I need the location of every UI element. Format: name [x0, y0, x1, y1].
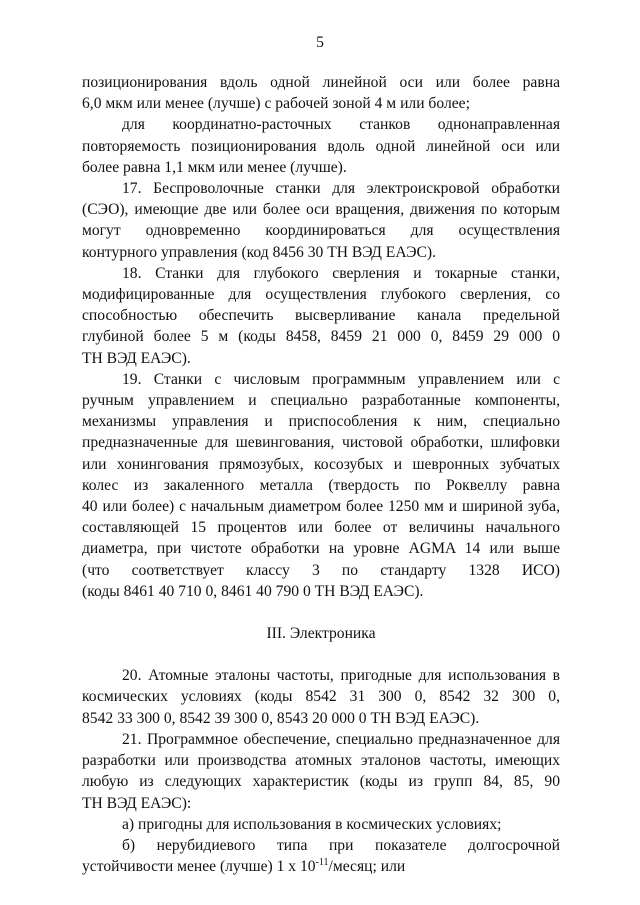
- text-line: позиционирования вдоль одной линейной оси или более равна: [82, 74, 560, 91]
- superscript-exponent: -11: [315, 857, 329, 869]
- text-fragment: устойчивости менее (лучше) 1 x 10: [82, 858, 316, 876]
- text-line: 40 или более) с начальным диаметром более 1250 мм и шириной зуба,: [82, 498, 560, 516]
- text-line: б) нерубидиевого типа при показателе долгосрочной: [122, 836, 560, 854]
- text-line: диаметра, при чистоте обработки на уровне AGMA 14 или выше: [82, 540, 560, 558]
- text-line: 8542 33 300 0, 8542 39 300 0, 8543 20 000 0 ТН ВЭД ЕАЭС).: [82, 709, 480, 727]
- paragraph-21: [82, 729, 560, 814]
- page-number: 5: [316, 34, 324, 51]
- text-line: ТН ВЭД ЕАЭС):: [82, 794, 192, 812]
- text-line: составляющей 15 процентов или более от величины начального: [82, 519, 560, 537]
- paragraph-19: [82, 369, 560, 602]
- paragraph-18: [82, 263, 560, 369]
- paragraph-a: [82, 814, 560, 835]
- text-line: способностью обеспечить высверливание канала предельной: [82, 307, 560, 325]
- text-line: контурного управления (код 8456 30 ТН ВЭД ЕАЭС).: [82, 243, 436, 261]
- text-line: могут одновременно координироваться для осуществления: [82, 222, 560, 240]
- section-heading: III. Электроника: [266, 625, 376, 643]
- text-line: (СЭО), имеющие две или более оси вращения, движения по которым: [82, 201, 560, 219]
- text-line: глубиной более 5 м (коды 8458, 8459 21 000 0, 8459 29 000 0: [82, 328, 560, 346]
- text-line: ТН ВЭД ЕАЭС).: [82, 349, 191, 367]
- text-line: более равна 1,1 мкм или менее (лучше).: [82, 158, 347, 176]
- text-line: механизмы управления и приспособления к ним, специально: [82, 413, 560, 431]
- text-line: 19. Станки с числовым программным управлением или с: [122, 370, 560, 388]
- text-line: 18. Станки для глубокого сверления и токарные станки,: [122, 264, 560, 282]
- text-line: ручным управлением и специально разработанные компоненты,: [82, 392, 560, 410]
- text-line: для координатно-расточных станков однонаправленная: [122, 116, 560, 134]
- paragraph-20: [82, 665, 560, 729]
- text-line: 17. Беспроволочные станки для электроискровой обработки: [122, 180, 560, 198]
- paragraph-17: [82, 178, 560, 263]
- text-line: 21. Программное обеспечение, специально предназначенное для: [122, 730, 560, 748]
- text-line: предназначенные для шевингования, чистовой обработки, шлифовки: [82, 434, 560, 452]
- text-fragment: /месяц; или: [328, 858, 406, 876]
- paragraph-continued: [82, 72, 560, 114]
- text-line: модифицированные для осуществления глубокого сверления, со: [82, 286, 560, 304]
- text-line: повторяемость позиционирования вдоль одной линейной оси или: [82, 137, 560, 155]
- text-line: любую из следующих характеристик (коды из групп 84, 85, 90: [82, 773, 560, 791]
- paragraph-b: [82, 835, 560, 877]
- text-line: 6,0 мкм или менее (лучше) с рабочей зоной 4 м или более;: [82, 95, 470, 113]
- paragraph-boring-machines: [82, 114, 560, 178]
- text-line: [82, 856, 560, 877]
- text-line: или хонингования прямозубых, косозубых и шевронных зубчатых: [82, 455, 560, 473]
- text-line: 20. Атомные эталоны частоты, пригодные для использования в: [122, 667, 560, 685]
- text-line: колес из закаленного металла (твердость по Роквеллу равна: [82, 476, 560, 494]
- text-line: разработки или производства атомных эталонов частоты, имеющих: [82, 752, 560, 770]
- document-body: [82, 72, 560, 877]
- text-line: а) пригодны для использования в космических условиях;: [122, 815, 502, 833]
- text-line: (что соответствует классу 3 по стандарту 1328 ИСО): [82, 561, 560, 579]
- text-line: (коды 8461 40 710 0, 8461 40 790 0 ТН ВЭД ЕАЭС).: [82, 582, 424, 600]
- text-line: космических условиях (коды 8542 31 300 0, 8542 32 300 0,: [82, 688, 560, 706]
